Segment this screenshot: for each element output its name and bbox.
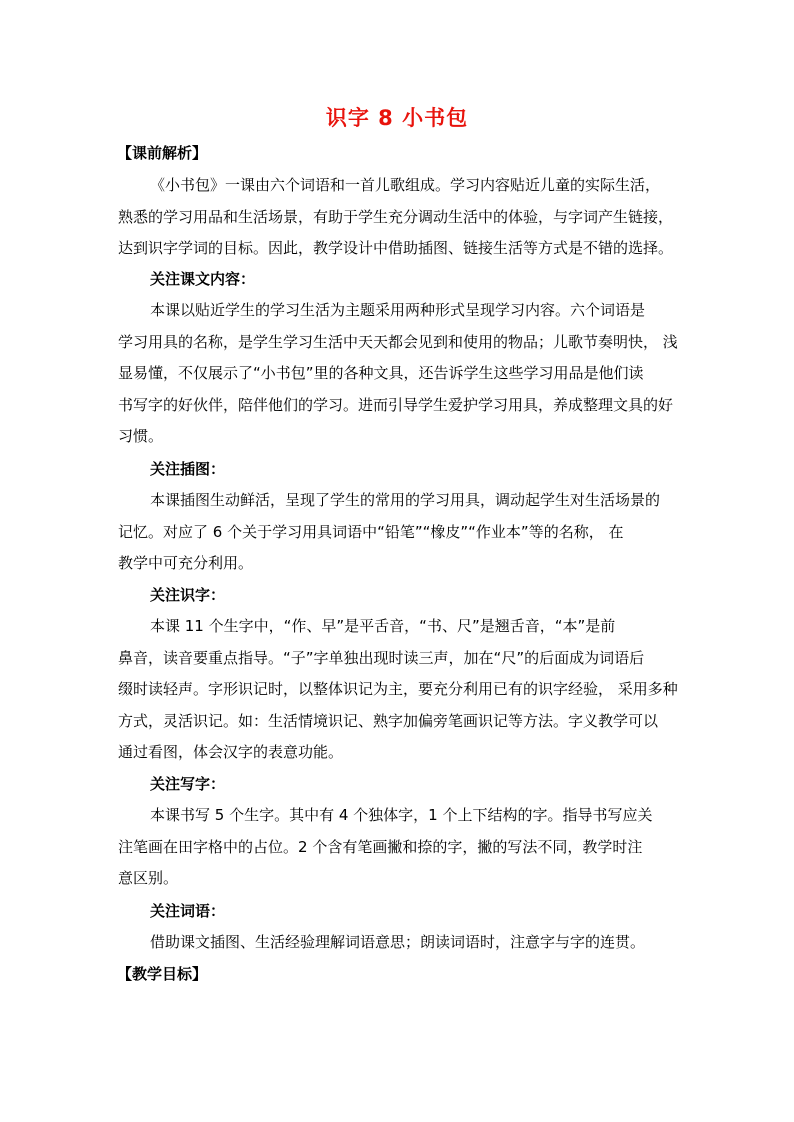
- text-content-paragraph: [118, 295, 698, 453]
- document-title: 识字 8 小书包: [325, 106, 469, 130]
- text-line: 本课 11 个生字中，“作、早”是平舌音，“书、尺”是翘舌音，“本”是前: [150, 617, 616, 635]
- text-line: 显易懂，不仅展示了“小书包”里的各种文具，还告诉学生这些学习用品是他们读: [118, 364, 644, 382]
- literacy-paragraph: [118, 611, 698, 769]
- subheading-writing: 关注写字：: [150, 775, 226, 793]
- subheading-words: 关注词语：: [150, 902, 226, 920]
- text-line: 缀时读轻声。字形识记时，以整体识记为主，要充分利用已有的识字经验， 采用多种: [118, 680, 678, 698]
- words-paragraph: [118, 927, 698, 959]
- text-line: 教学中可充分利用。: [118, 554, 254, 572]
- text-line: 本课书写 5 个生字。其中有 4 个独体字，1 个上下结构的字。指导书写应关: [150, 806, 653, 824]
- text-line: 达到识字学词的目标。因此，教学设计中借助插图、链接生活等方式是不错的选择。: [118, 239, 674, 257]
- text-line: 鼻音，读音要重点指导。“子”字单独出现时读三声，加在“尺”的后面成为词语后: [118, 648, 645, 667]
- intro-paragraph: [118, 170, 698, 265]
- writing-paragraph: [118, 800, 698, 895]
- subheading-illustrations: 关注插图：: [150, 460, 226, 478]
- section-heading-pre-analysis: 【课前解析】: [117, 144, 208, 162]
- text-line: 熟悉的学习用品和生活场景，有助于学生充分调动生活中的体验，与字词产生链接，: [118, 207, 674, 226]
- text-line: 记忆。对应了 6 个关于学习用具词语中“铅笔”“橡皮”“作业本”等的名称， 在: [118, 522, 624, 541]
- subheading-literacy: 关注识字：: [150, 586, 226, 604]
- text-line: 习惯。: [118, 427, 164, 445]
- illustrations-paragraph: [118, 485, 698, 580]
- text-line: 本课插图生动鲜活，呈现了学生的常用的学习用具，调动起学生对生活场景的: [150, 491, 661, 509]
- text-line: 注笔画在田字格中的占位。2 个含有笔画撇和捺的字，撇的写法不同，教学时注: [118, 837, 643, 856]
- text-line: 意区别。: [118, 869, 179, 887]
- text-line: 方式，灵活识记。如：生活情境识记、熟字加偏旁笔画识记等方法。字义教学可以: [118, 711, 659, 730]
- text-line: 书写字的好伙伴，陪伴他们的学习。进而引导学生爱护学习用具，养成整理文具的好: [118, 395, 674, 414]
- text-line: 学习用具的名称，是学生学习生活中天天都会见到和使用的物品；儿歌节奏明快， 浅: [118, 332, 678, 351]
- text-line: 通过看图，体会汉字的表意功能。: [118, 743, 344, 761]
- text-line: 本课以贴近学生的学习生活为主题采用两种形式呈现学习内容。六个词语是: [150, 301, 646, 319]
- section-heading-teaching-goals: 【教学目标】: [117, 965, 208, 983]
- subheading-text-content: 关注课文内容：: [150, 270, 256, 288]
- text-line: 《小书包》一课由六个词语和一首儿歌组成。学习内容贴近儿童的实际生活，: [150, 176, 661, 194]
- text-line: 借助课文插图、生活经验理解词语意思；朗读词语时，注意字与字的连贯。: [150, 933, 646, 951]
